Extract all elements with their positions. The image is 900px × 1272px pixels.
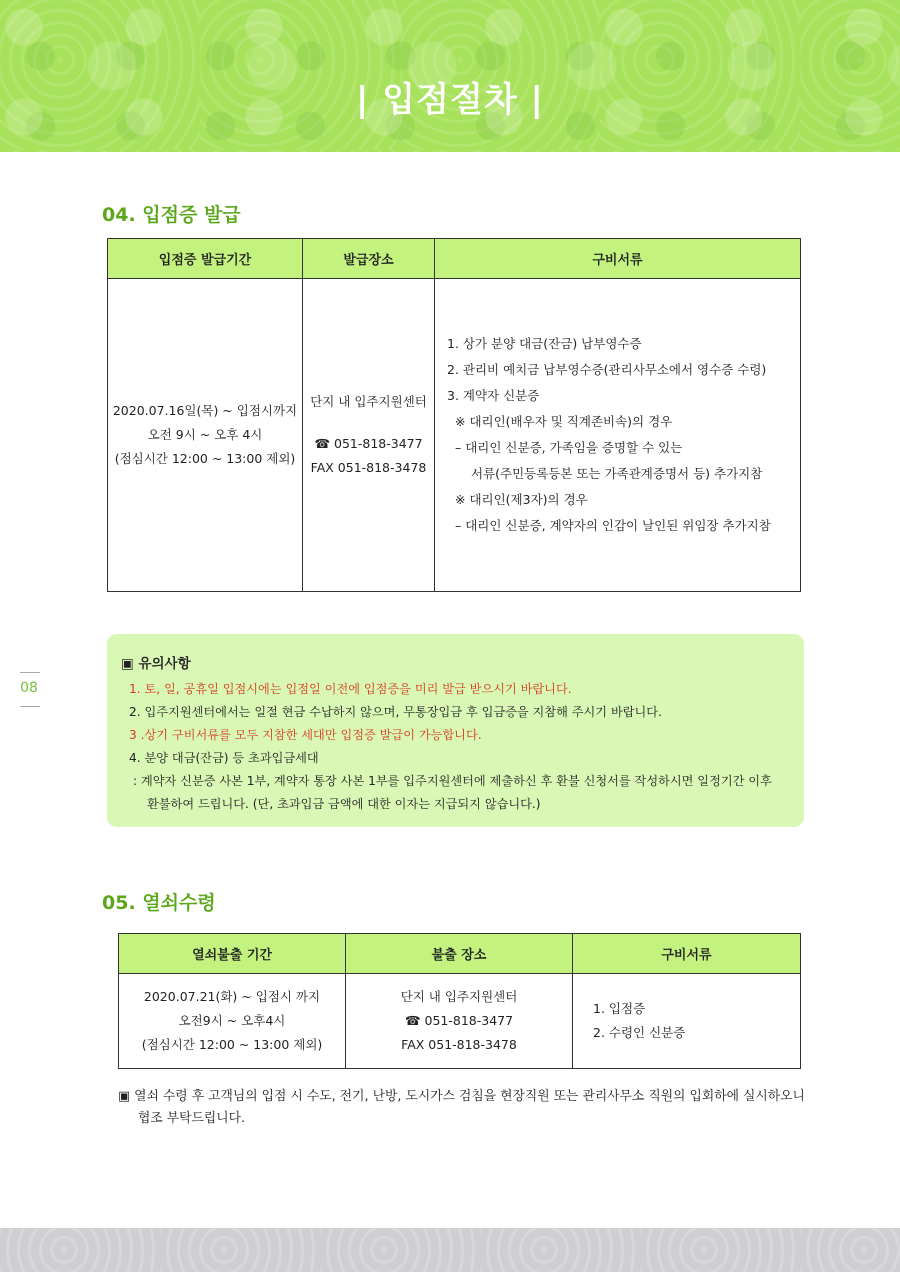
period-lunch: (점심시간 12:00 ~ 13:00 제외) [141,1037,323,1052]
footnote-line: ▣ 열쇠 수령 후 고객님의 입점 시 수도, 전기, 난방, 도시가스 검침을 현장직원 또는 관리사무소 직원의 입회하에 실시하오니 [118,1089,805,1104]
table-header-period: 입점증 발급기간 [108,239,303,279]
notice-title: ▣ 유의사항 [121,656,191,672]
place-name: 단지 내 입주지원센터 [400,989,518,1004]
document-item: 3. 계약자 신분증 [447,388,540,403]
notice-item-detail: : 계약자 신분증 사본 1부, 계약자 통장 사본 1부를 입주지원센터에 제출하신 후 환불 신청서를 작성하시면 일정기간 이후 [133,774,772,788]
key-period-cell [119,974,346,1069]
notice-item: 4. 분양 대금(잔금) 등 초과입금세대 [129,751,319,765]
key-collection-table [118,933,801,1069]
period-lunch: (점심시간 12:00 ~ 13:00 제외) [114,451,296,466]
issuance-documents-cell [435,279,801,592]
notice-box [107,634,804,827]
table-header-documents: 구비서류 [435,239,801,279]
period-hours: 오전9시 ~ 오후4시 [178,1013,286,1028]
table-header-place: 불출 장소 [346,934,573,974]
table-header-period: 열쇠불출 기간 [119,934,346,974]
document-note: ※ 대리인(제3자)의 경우 [455,492,588,507]
section-05-heading: 05. 열쇠수령 [102,892,216,914]
notice-item-detail: 환불하여 드립니다. (단, 초과입금 금액에 대한 이자는 지급되지 않습니다.) [147,797,541,811]
document-note: 서류(주민등록등본 또는 가족관계증명서 등) 추가지참 [471,466,763,481]
pass-issuance-table [107,238,801,592]
page-number-rule-bottom [20,706,40,707]
section-04-heading: 04. 입점증 발급 [102,204,241,226]
header-banner [0,0,900,152]
place-name: 단지 내 입주지원센터 [310,394,427,409]
document-note: – 대리인 신분증, 계약자의 인감이 날인된 위임장 추가지참 [455,518,771,533]
document-item: 2. 수령인 신분증 [593,1025,686,1040]
place-fax: FAX 051-818-3478 [401,1037,517,1052]
key-collection-footnote [118,1086,818,1130]
period-date: 2020.07.16일(목) ~ 입점시까지 [112,403,298,418]
page-number: 08 [20,680,38,696]
period-date: 2020.07.21(화) ~ 입점시 까지 [143,989,321,1004]
place-phone: ☎ 051-818-3477 [314,436,423,451]
footer-band [0,1228,900,1272]
period-hours: 오전 9시 ~ 오후 4시 [147,427,263,442]
place-phone: ☎ 051-818-3477 [404,1013,514,1028]
table-header-place: 발급장소 [303,239,435,279]
key-place-cell [346,974,573,1069]
notice-item: 3 .상기 구비서류를 모두 지참한 세대만 입점증 발급이 가능합니다. [129,728,482,742]
page-title: | 입점절차 | [356,80,544,120]
document-item: 1. 입점증 [593,1001,646,1016]
page-number-rule-top [20,672,40,673]
document-item: 1. 상가 분양 대금(잔금) 납부영수증 [447,336,642,351]
footnote-line: 협조 부탁드립니다. [138,1111,246,1126]
table-header-documents: 구비서류 [573,934,801,974]
document-note: ※ 대리인(배우자 및 직계존비속)의 경우 [455,414,673,429]
key-documents-cell [573,974,801,1069]
document-note: – 대리인 신분증, 가족임을 증명할 수 있는 [455,440,683,455]
issuance-place-cell [303,279,435,592]
notice-item: 1. 토, 일, 공휴일 입점시에는 입점일 이전에 입점증을 미리 발급 받으시기 바랍니다. [129,682,572,696]
document-item: 2. 관리비 예치금 납부영수증(관리사무소에서 영수증 수령) [447,362,767,377]
place-fax: FAX 051-818-3478 [310,460,427,475]
notice-item: 2. 입주지원센터에서는 일절 현금 수납하지 않으며, 무통장입금 후 입금증을 지참해 주시기 바랍니다. [129,705,662,719]
issuance-period-cell [108,279,303,592]
